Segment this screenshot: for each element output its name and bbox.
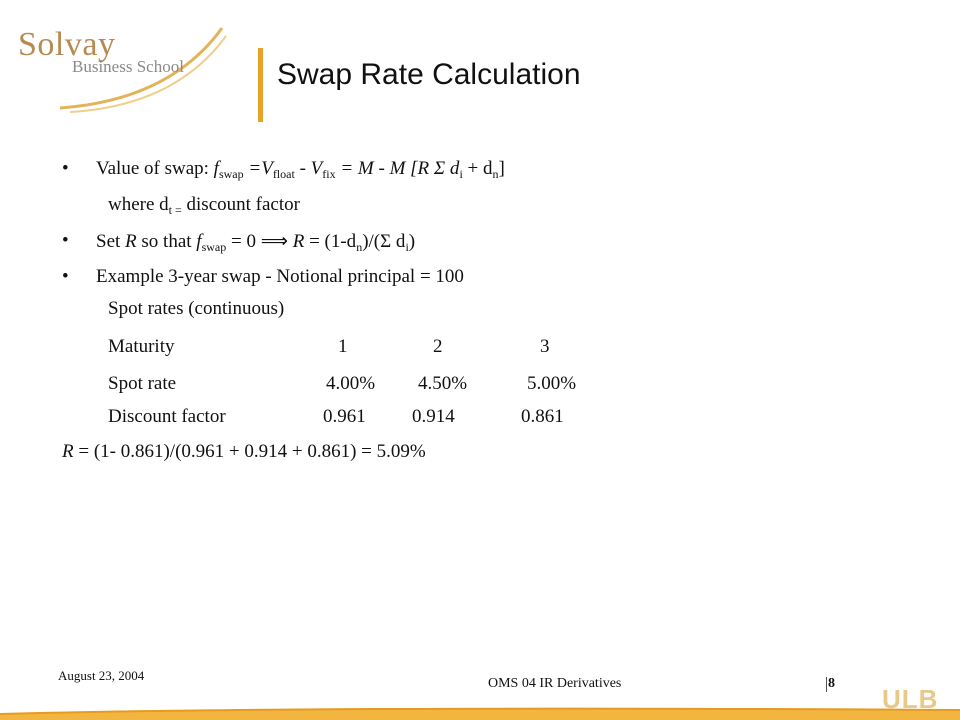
ulb-logo: ULB	[882, 684, 939, 714]
maturity-3: 3	[540, 336, 550, 357]
b1-prefix: Value of swap:	[96, 158, 214, 179]
b2-text2: so that	[136, 231, 197, 252]
b1-f-sub: swap	[218, 167, 244, 181]
note-text2: discount factor	[181, 194, 300, 215]
maturity-2: 2	[433, 336, 443, 357]
bottom-accent-band	[0, 706, 960, 720]
b2-text5: )/(Σ d	[362, 231, 406, 252]
maturity-1: 1	[338, 336, 348, 357]
b1-i-sub: i	[459, 167, 463, 181]
slide-title: Swap Rate Calculation	[277, 58, 581, 91]
b2-n-sub: n	[356, 240, 363, 254]
b2-text6: )	[408, 231, 416, 252]
b1-fix-sub: fix	[322, 167, 336, 181]
maturity-label: Maturity	[108, 336, 175, 357]
note-t-sub: t =	[168, 203, 182, 217]
b1-n-sub: n	[492, 167, 499, 181]
logo-main-text: Solvay	[18, 26, 116, 63]
b1-eq1: =V	[243, 158, 273, 179]
b1-f: f	[213, 158, 219, 179]
discount-factor-label: Discount factor	[108, 406, 226, 427]
discount-factor-2: 0.914	[412, 406, 455, 427]
b2-f-sub: swap	[201, 240, 227, 254]
footer-separator	[826, 677, 827, 692]
bullet-3-text: Example 3-year swap - Notional principal = 100	[96, 266, 464, 287]
spot-rates-heading: Spot rates (continuous)	[108, 298, 285, 319]
result-R: R	[62, 441, 74, 462]
b1-minus: - V	[294, 158, 323, 179]
spot-rate-label: Spot rate	[108, 373, 177, 394]
b2-i-sub: i	[405, 240, 409, 254]
b1-rest1: = M - M [R Σ d	[335, 158, 460, 179]
bullet-3-marker: •	[62, 266, 69, 287]
bullet-1-marker: •	[62, 158, 69, 179]
swap-rate-result	[62, 441, 426, 463]
bullet-2-marker: •	[62, 230, 69, 251]
b2-text4: = (1-d	[304, 231, 357, 252]
b1-rest2: + d	[462, 158, 493, 179]
discount-factor-1: 0.961	[323, 406, 366, 427]
spot-rate-3: 5.00%	[527, 373, 577, 394]
b1-close: ]	[498, 158, 505, 179]
spot-rate-2: 4.50%	[418, 373, 468, 394]
footer-course: OMS 04 IR Derivatives	[488, 676, 622, 691]
b2-R: R	[125, 231, 137, 252]
b2-text3: = 0 ⟹	[226, 231, 293, 252]
b1-float-sub: float	[272, 167, 295, 181]
discount-factor-3: 0.861	[521, 406, 564, 427]
result-text: = (1- 0.861)/(0.961 + 0.914 + 0.861) = 5.09%	[73, 441, 426, 462]
spot-rate-1: 4.00%	[326, 373, 376, 394]
footer-page-number: 8	[828, 676, 835, 691]
b2-R2: R	[292, 231, 305, 252]
bullet-1-text	[96, 158, 505, 182]
logo-sub-text: Business School	[72, 57, 184, 76]
b2-f: f	[196, 231, 202, 252]
bullet-1-note	[108, 194, 300, 218]
b2-text1: Set	[96, 231, 126, 252]
note-text1: where d	[108, 194, 169, 215]
bullet-2-text	[96, 230, 415, 255]
footer-date: August 23, 2004	[58, 668, 145, 683]
